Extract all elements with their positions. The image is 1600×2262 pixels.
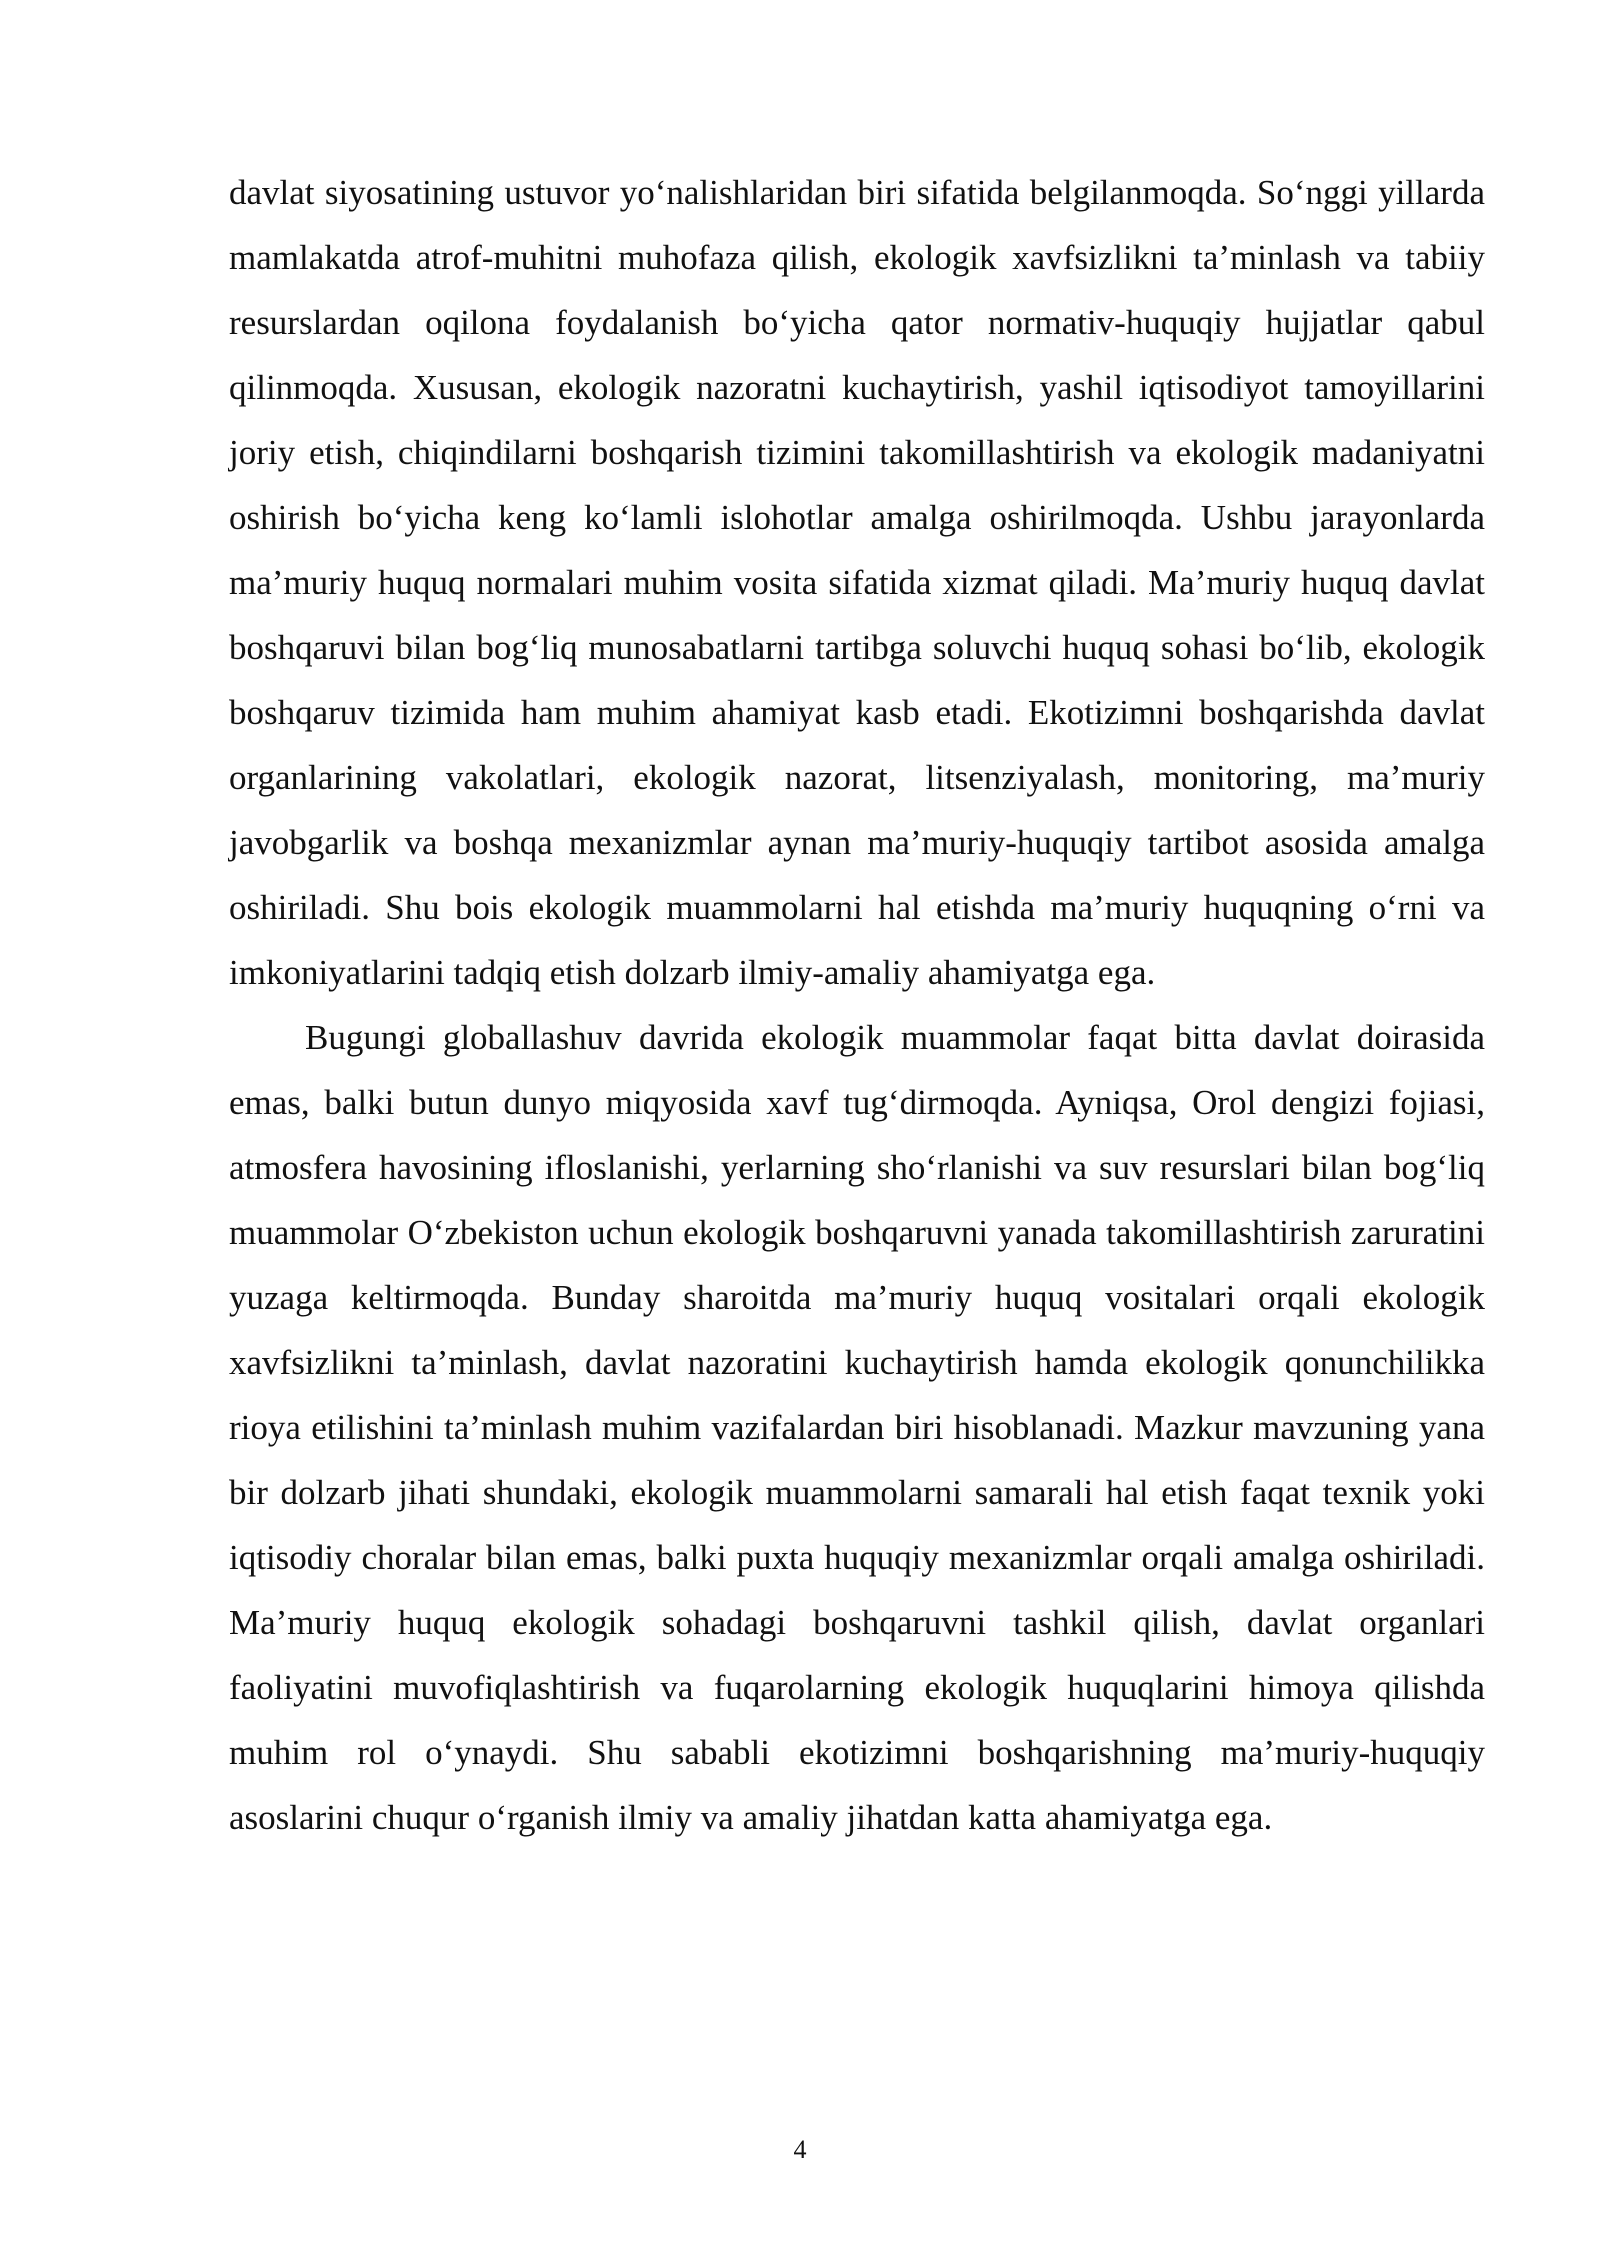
page-number: 4 (793, 2135, 807, 2164)
body-text (229, 160, 1485, 1850)
paragraph-1: davlat siyosatining ustuvor yo‘nalishlaridan biri sifatida belgilanmoqda. So‘nggi yillarda mamlakatda atrof-muhitni muhofaza qilish, ekologik xavfsizlikni ta’minlash va tabiiy resurslardan oqilona foydalanish bo‘yicha qator normativ-huquqiy hujjatlar qabul qilinmoqda. Xususan, ekologik nazoratni kuchaytirish, yashil iqtisodiyot tamoyillarini joriy etish, chiqindilarni boshqarish tizimini takomillashtirish va ekologik madaniyatni oshirish bo‘yicha keng ko‘lamli islohotlar amalga oshirilmoqda. Ushbu jarayonlarda ma’muriy huquq normalari muhim vosita sifatida xizmat qiladi. Ma’muriy huquq davlat boshqaruvi bilan bog‘liq munosabatlarni tartibga soluvchi huquq sohasi bo‘lib, ekologik boshqaruv tizimida ham muhim ahamiyat kasb etadi. Ekotizimni boshqarishda davlat organlarining vakolatlari, ekologik nazorat, litsenziyalash, monitoring, ma’muriy javobgarlik va boshqa mexanizmlar aynan ma’muriy-huquqiy tartibot asosida amalga oshiriladi. Shu bois ekologik muammolarni hal etishda ma’muriy huquqning o‘rni va imkoniyatlarini tadqiq etish dolzarb ilmiy-amaliy ahamiyatga ega. (229, 173, 1485, 992)
paragraph-2: Bugungi globallashuv davrida ekologik muammolar faqat bitta davlat doirasida emas, balki butun dunyo miqyosida xavf tug‘dirmoqda. Ayniqsa, Orol dengizi fojiasi, atmosfera havosining ifloslanishi, yerlarning sho‘rlanishi va suv resurslari bilan bog‘liq muammolar O‘zbekiston uchun ekologik boshqaruvni yanada takomillashtirish zaruratini yuzaga keltirmoqda. Bunday sharoitda ma’muriy huquq vositalari orqali ekologik xavfsizlikni ta’minlash, davlat nazoratini kuchaytirish hamda ekologik qonunchilikka rioya etilishini ta’minlash muhim vazifalardan biri hisoblanadi. Mazkur mavzuning yana bir dolzarb jihati shundaki, ekologik muammolarni samarali hal etish faqat texnik yoki iqtisodiy choralar bilan emas, balki puxta huquqiy mexanizmlar orqali amalga oshiriladi. Ma’muriy huquq ekologik sohadagi boshqaruvni tashkil qilish, davlat organlari faoliyatini muvofiqlashtirish va fuqarolarning ekologik huquqlarini himoya qilishda muhim rol o‘ynaydi. Shu sababli ekotizimni boshqarishning ma’muriy-huquqiy asoslarini chuqur o‘rganish ilmiy va amaliy jihatdan katta ahamiyatga ega. (229, 1018, 1485, 1837)
